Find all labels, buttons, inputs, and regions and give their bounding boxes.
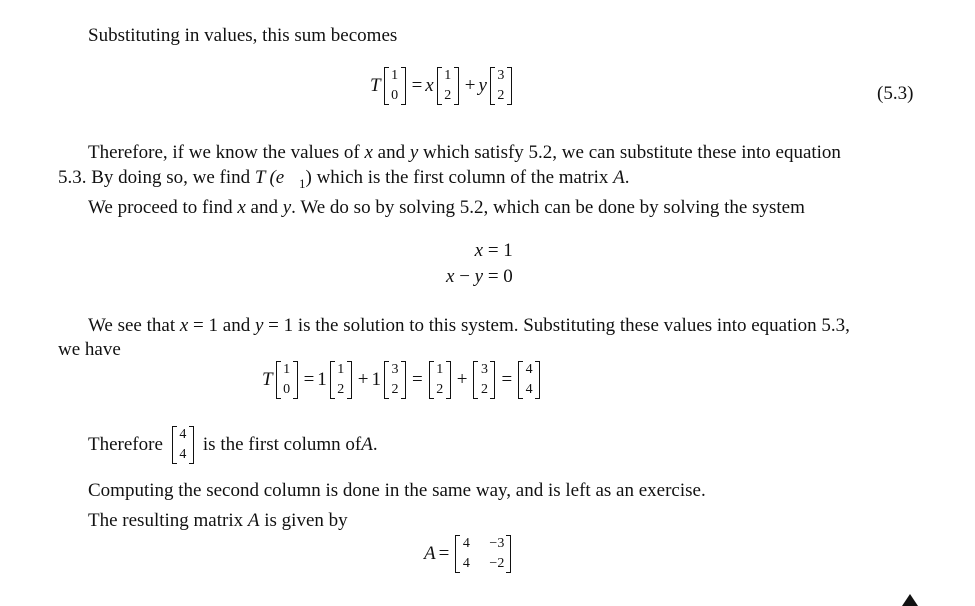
equals-sign: = (412, 368, 423, 390)
eq-var-y: y (478, 74, 487, 96)
paragraph-resulting-matrix (88, 509, 348, 534)
text: . (372, 433, 378, 455)
text: . We do so by solving 5.2, which can be done by solving the system (291, 197, 805, 218)
text: is the first column of (202, 433, 362, 455)
text: Therefore (88, 433, 163, 455)
equation-system (446, 238, 513, 290)
eq-var-T: T (262, 368, 273, 390)
plus-sign: + (464, 74, 476, 96)
matrix-A (455, 534, 511, 574)
matrix-cell: 2 (391, 382, 399, 397)
matrix-cell: 1 (283, 362, 291, 377)
var-T: T (254, 167, 266, 188)
matrix (172, 425, 194, 465)
matrix-cell: 4 (179, 427, 187, 442)
eq-var-T: T (370, 74, 381, 96)
matrix-cell: 1 (444, 68, 452, 83)
matrix-cell: −2 (489, 556, 505, 571)
matrix-cell: 4 (525, 362, 533, 377)
matrix-cell: 1 (391, 68, 399, 83)
paragraph-intro (88, 24, 397, 49)
matrix-cell: 2 (497, 88, 505, 103)
text: 5.3. By doing so, we find (58, 167, 255, 188)
matrix-cell: 0 (283, 382, 291, 397)
paragraph-solution-line1 (88, 314, 850, 339)
var-x: x (474, 240, 484, 261)
equation-evaluated (262, 360, 543, 400)
equals-sign: = (303, 368, 315, 390)
equation-number: (5.3) (877, 83, 914, 104)
matrix-cell: 3 (391, 362, 399, 377)
matrix-col1 (437, 66, 459, 106)
matrix (429, 360, 451, 400)
matrix-row (462, 554, 504, 574)
text: is given by (259, 510, 348, 531)
text: Therefore, if we know the values of (88, 142, 365, 163)
text: We proceed to find (88, 197, 238, 218)
matrix-cell: 2 (444, 88, 452, 103)
text: The resulting matrix (88, 510, 248, 531)
text: and (245, 197, 283, 218)
matrix-cell: 3 (480, 362, 488, 377)
matrix-cell: 4 (525, 382, 533, 397)
text: which is the first column of the matrix (311, 167, 614, 188)
vector-e: (e⃗ (269, 167, 299, 188)
equation-matrix-A (424, 534, 514, 574)
matrix-cell: 2 (337, 382, 345, 397)
paragraph-therefore-line2 (58, 166, 629, 193)
scroll-marker-icon (902, 594, 918, 606)
text: ) (305, 167, 312, 188)
text: which satisfy 5.2, we can substitute these into equation (418, 142, 841, 163)
var-x: x (364, 142, 373, 163)
var-x: x (237, 197, 246, 218)
paragraph-second-column (88, 479, 706, 504)
var-x: x (179, 315, 189, 336)
var-A: A (361, 433, 373, 455)
eq-var-A: A (424, 542, 436, 564)
plus-sign: + (357, 368, 369, 390)
matrix-cell: 4 (462, 556, 470, 571)
matrix-cell: 3 (497, 68, 505, 83)
matrix-cell: 1 (436, 362, 444, 377)
text: = 1 (483, 240, 513, 261)
paragraph-solution-line2 (58, 338, 121, 363)
scalar: 1 (317, 368, 327, 390)
equals-sign: = (438, 542, 450, 564)
var-y: y (474, 266, 484, 287)
paragraph-first-column (88, 425, 378, 465)
matrix (518, 360, 540, 400)
text: We see that (88, 315, 180, 336)
matrix-cell: 1 (337, 362, 345, 377)
matrix-cell: 2 (436, 382, 444, 397)
subscript: 1 (298, 175, 306, 191)
system-line-2 (446, 264, 513, 290)
equation-5-3 (370, 66, 515, 106)
matrix (330, 360, 352, 400)
eq-var-x: x (425, 74, 434, 96)
text: = 0 (483, 266, 513, 287)
var-y: y (409, 142, 419, 163)
text: . (624, 167, 630, 188)
matrix (276, 360, 298, 400)
text: = 1 and (188, 315, 255, 336)
scalar: 1 (371, 368, 382, 390)
var-A: A (613, 167, 625, 188)
matrix-cell: 2 (480, 382, 488, 397)
equation-label (877, 82, 913, 107)
matrix-cell: −3 (489, 536, 505, 551)
var-y: y (282, 197, 292, 218)
paragraph-therefore-line1 (88, 141, 841, 166)
matrix-e1 (384, 66, 406, 106)
plus-sign: + (456, 368, 468, 390)
paragraph-proceed (88, 196, 805, 221)
var-x: x (446, 266, 455, 287)
text: and (372, 142, 410, 163)
system-line-1 (475, 238, 513, 264)
matrix (384, 360, 406, 400)
text: we have (58, 339, 121, 360)
matrix-cell: 0 (391, 88, 399, 103)
text: Computing the second column is done in the same way, and is left as an exercise. (88, 480, 706, 501)
text: − (454, 266, 475, 287)
text: Substituting in values, this sum becomes (88, 25, 398, 46)
matrix-col2 (490, 66, 512, 106)
matrix-cell: 4 (462, 536, 470, 551)
matrix-row (462, 534, 504, 554)
var-A: A (247, 510, 260, 531)
matrix (473, 360, 495, 400)
var-y: y (254, 315, 264, 336)
matrix-cell: 4 (179, 447, 187, 462)
equals-sign: = (501, 368, 513, 390)
equals-sign: = (411, 74, 423, 96)
text: = 1 is the solution to this system. Substituting these values into equation 5.3, (263, 315, 850, 336)
